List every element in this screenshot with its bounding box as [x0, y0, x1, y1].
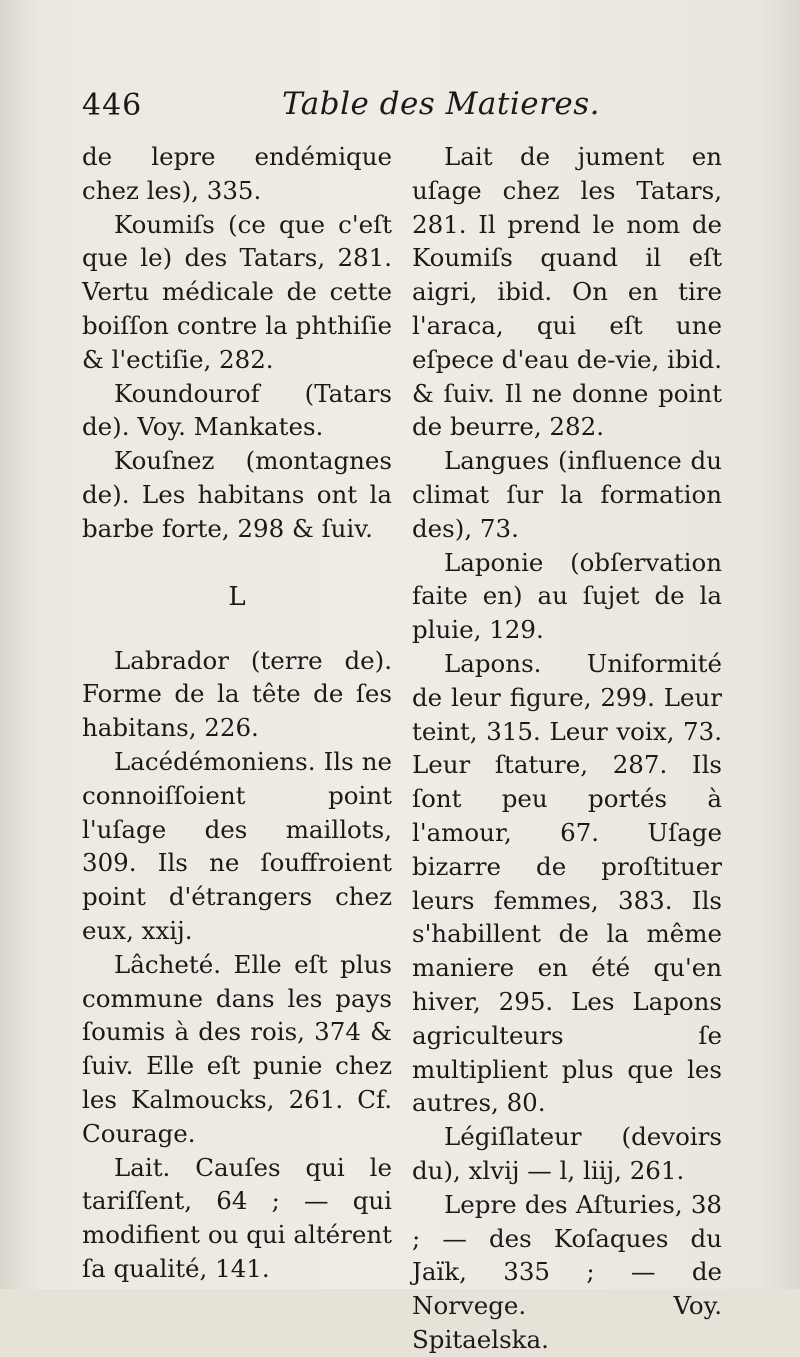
index-entry: Lait. Cauſes qui le tariſſent, 64 ; — qui modifient ou qui altérent ſa qualité, 141. [82, 1152, 392, 1283]
index-entry: Koumiſs (ce que c'eſt que le) des Tatars, 281. Vertu médicale de cette boiſſon contre la phthiſie & l'ectiſie, 282. [82, 209, 392, 374]
index-entry: Lapons. Uniformité de leur figure, 299. Leur teint, 315. Leur voix, 73. Leur ſtature, 287. Ils ſont peu portés à l'amour, 67. Uſage bizarre de proſtituer leurs femmes, 383. Ils s'habillent de la même maniere en été qu'en hiver, 295. Les Lapons agriculteurs ſe multiplient plus que les autres, 80. [412, 648, 722, 1118]
section-letter: L [228, 581, 246, 612]
index-entry: Langues (influence du climat ſur la formation des), 73. [412, 446, 722, 543]
index-entry: Lepre des Aſturies, 38 ; — des Koſaques du Jaïk, 335 ; — de Norvege. Voy. Spitaelska. [412, 1189, 722, 1354]
left-column [82, 140, 392, 1357]
index-entry: de lepre endémique chez les), 335. [82, 142, 392, 205]
index-entry: Lait de jument en uſage chez les Tatars, 281. Il prend le nom de Koumiſs quand il eſt aigri, ibid. On en tire l'araca, qui eſt une eſpece d'eau de-vie, ibid. & ſuiv. Il ne donne point de beurre, 282. [412, 142, 722, 442]
index-entry: Labrador (terre de). Forme de la tête de ſes habitans, 226. [82, 645, 392, 743]
index-entry: Lacédémoniens. Ils ne connoiſſoient point l'uſage des maillots, 309. Ils ne ſouffroient point d'étrangers chez eux, xxij. [82, 746, 392, 945]
index-entry: Légiſlateur (devoirs du), xlvij — l, liij, 261. [412, 1122, 722, 1185]
index-entry: Koundourof (Tatars de). Voy. Mankates. [82, 378, 392, 442]
index-entry: Lâcheté. Elle eſt plus commune dans les pays ſoumis à des rois, 374 & ſuiv. Elle eſt punie chez les Kalmoucks, 261. Cf. Courage. [82, 949, 392, 1148]
index-entry: Laponie (obſervation faite en) au ſujet de la pluie, 129. [412, 547, 722, 645]
running-title: Table des Matieres. [282, 86, 601, 122]
page-header [82, 84, 722, 134]
right-column [412, 140, 722, 1357]
index-columns [82, 140, 722, 1357]
page-number: 446 [82, 88, 143, 123]
index-entry: Kouſnez (montagnes de). Les habitans ont la barbe forte, 298 & ſuiv. [82, 446, 392, 543]
